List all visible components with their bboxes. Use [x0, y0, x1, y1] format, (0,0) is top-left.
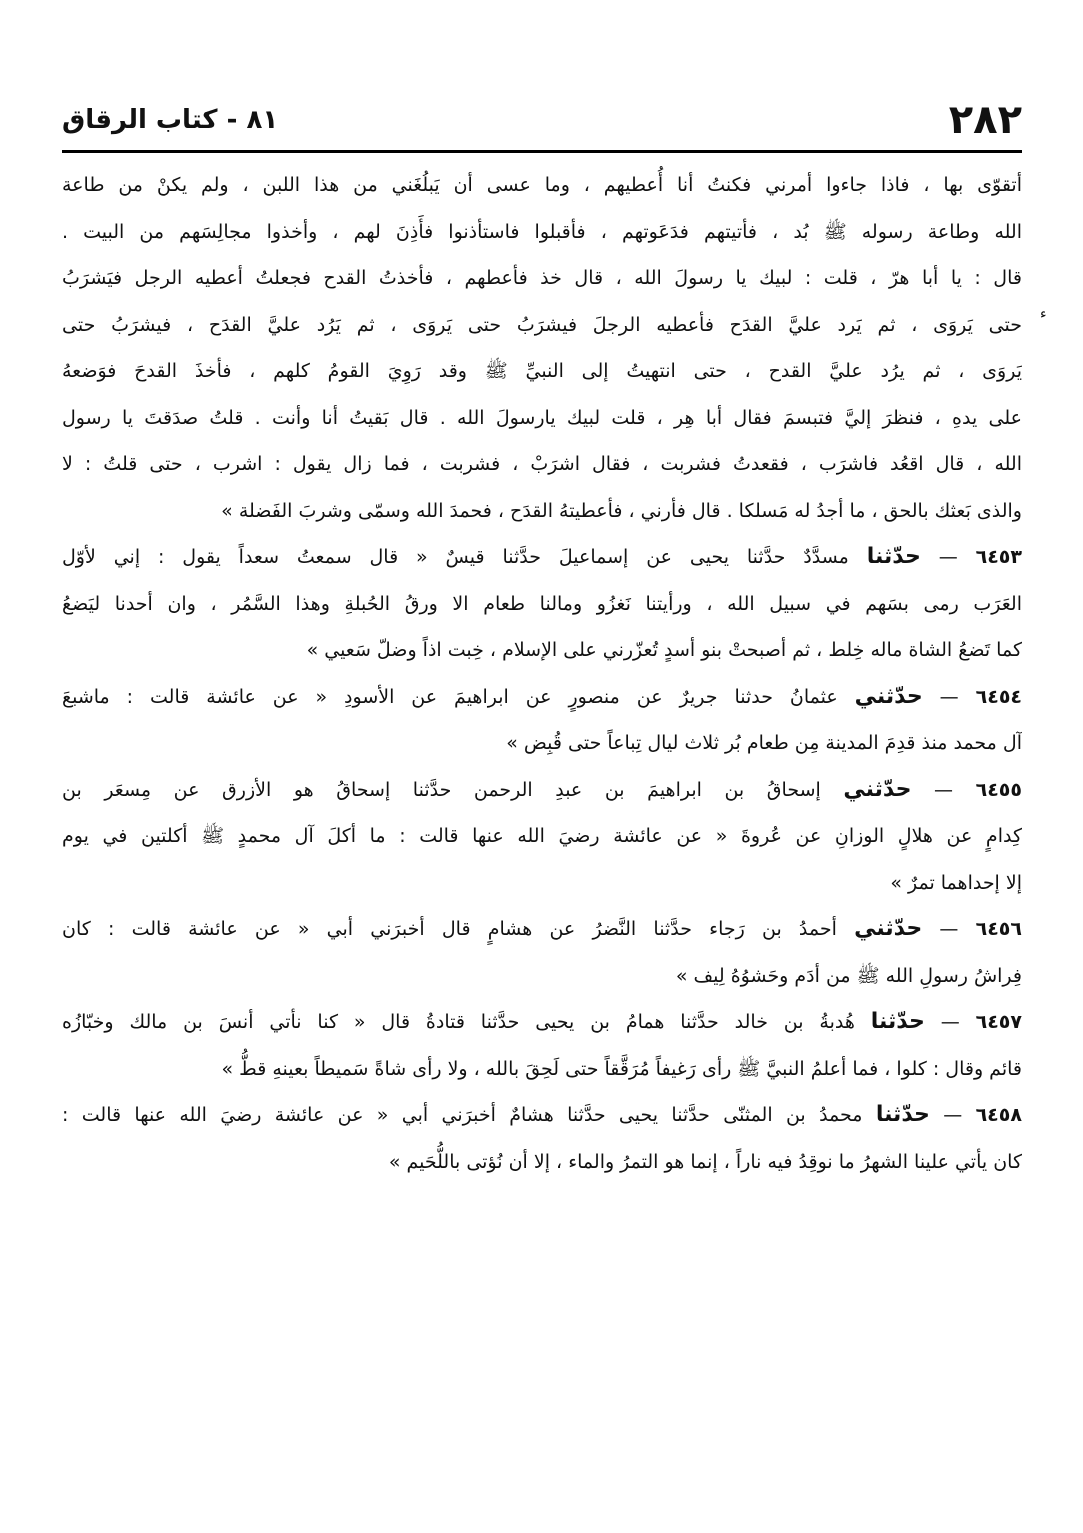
- chain-word: حدّثني: [843, 776, 912, 802]
- text-line: يَروَى ، ثم يرُد عليَّ القدح ، حتى انتهيتُ إلى النبيِّ ﷺ وقد رَوِيَ القومُ كلهم ، فأخذَ القدحَ فوَضعهُ: [62, 360, 1022, 382]
- chain-word: حدّثنا: [866, 544, 921, 569]
- text-line: عثمانُ حدثنا جريرٌ عن منصورٍ عن ابراهيمَ عن الأسودِ « عن عائشة قالت : ماشبعَ: [62, 685, 838, 708]
- hadith-number: ٦٤٥٤: [975, 685, 1022, 708]
- text-line: هُدبةُ بن خالد حدَّثنا همامُ بن يحيى حدَّثنا قتادةُ قال « كنا نأتي أنسَ بن مالك وخبّازُه: [62, 1011, 855, 1033]
- hadith-6458: ٦٤٥٨ — حدّثنا محمدُ بن المثنّى حدَّثنا يحيى حدَّثنا هشامٌ أخبرَني أبي « عن عائشة رضيَ الله عنها قالت : كان يأتي علينا الشهرُ ما نوقِدُ فيه ناراً ، إنما هو التمرُ والماء ، إلا أن نُؤتى باللُّحَيم »: [62, 1092, 1022, 1185]
- text-line: أتقوّى بها ، فاذا جاءوا أمرني فكنتُ أنا أُعطيهم ، وما عسى أن يَبلُغَني من هذا اللبن ، ولم يكنْ من طاعة: [62, 174, 1022, 196]
- hadith-number: ٦٤٥٨: [975, 1104, 1022, 1126]
- page-number: ٢٨٢: [948, 97, 1022, 143]
- hadith-number: ٦٤٥٣: [975, 546, 1022, 568]
- text-line: قال : يا أبا هرّ ، قلت : لبيك يا رسولَ الله ، قال خذ فأعطهم ، فأخذتُ القدح فجعلتُ أعطيه الرجل فيَشرَبُ: [62, 267, 1022, 289]
- text-line: الله وطاعة رسوله ﷺ بُد ، فأتيتهم فدَعَوتهم ، فأقبلوا فاستأذنوا فأَذِنَ لهم ، وأخذوا مجالِسَهم من البيت .: [62, 220, 1022, 243]
- text-line: آل محمد منذ قدِمَ المدينة مِن طعام بُر ثلاث ليال تِباعاً حتى قُبِض »: [506, 732, 1022, 754]
- chain-word: حدّثني: [854, 916, 923, 941]
- text-line: العَرَب رمى بسَهم في سبيل الله ، ورأيتنا نَغزُو ومالنا طعام الا ورقُ الحُبلةِ وهذا السَّمُر ، وان أحدنا ليَضعُ: [62, 592, 1022, 615]
- hadith-6453: ٦٤٥٣ — حدّثنا مسدَّدٌ حدَّثنا يحيى عن إسماعيلَ حدَّثنا قيسٌ « قال سمعتُ سعداً يقول : إني لأوّل العَرَب رمى بسَهم في سبيل الله ، ورأيتنا نَغزُو ومالنا طعام الا ورقُ الحُبلةِ وهذا السَّمُر ، وان أحدنا ليَضعُ كما تَضعُ الشاة ماله خِلط ، ثم أصبحتْ بنو أسدٍ تُعزّرني على الإسلام ، خِبت اذاً وضلّ سَعيي »: [62, 534, 1022, 674]
- text-line: قائم وقال : كلوا ، فما أعلمُ النبيَّ ﷺ رأى رَغيفاً مُرَقَّقاً حتى لَحِقَ بالله ، ولا رأى شاةً سَميطاً بعينهِ قطُّ »: [221, 1057, 1022, 1080]
- text-line: محمدُ بن المثنّى حدَّثنا يحيى حدَّثنا هشامٌ أخبرَني أبي « عن عائشة رضيَ الله عنها قالت :: [62, 1104, 863, 1126]
- text-line: على يدهِ ، فنظرَ إليَّ فتبسمَ فقال أبا هِر ، قلت لبيك يارسولَ الله . قال بَقيتُ أنا وأنت . قلتُ صدَقتَ يا رسول: [62, 406, 1022, 429]
- chain-word: حدّثنا: [870, 1009, 925, 1034]
- text-line: إسحاقُ بن ابراهيمَ بن عبدِ الرحمن حدَّثنا إسحاقُ هو الأزرق عن مِسعَر بن: [62, 778, 821, 801]
- text-line: كان يأتي علينا الشهرُ ما نوقِدُ فيه ناراً ، إنما هو التمرُ والماء ، إلا أن نُؤتى باللُّحَيم »: [388, 1150, 1022, 1173]
- hadith-6455: ٦٤٥٥ — حدّثني إسحاقُ بن ابراهيمَ بن عبدِ الرحمن حدَّثنا إسحاقُ هو الأزرق عن مِسعَر بن كِدامٍ عن هلالٍ الوزانِ عن عُروةَ « عن عائشة رضيَ الله عنها قالت : ما أكلَ آل محمدٍ ﷺ أكلتين في يوم إلا إحداهما تمرٌ »: [62, 767, 1022, 907]
- chain-word: حدّثني: [854, 683, 923, 709]
- chapter-title: ٨١ - كتاب الرقاق: [62, 105, 279, 135]
- page-body: [62, 162, 1022, 1185]
- paragraph-continuation: [62, 162, 1022, 534]
- text-line: كِدامٍ عن هلالٍ الوزانِ عن عُروةَ « عن عائشة رضيَ الله عنها قالت : ما أكلَ آل محمدٍ ﷺ أكلتين في يوم: [62, 825, 1022, 847]
- text-line: أحمدُ بن رَجاء حدَّثنا النَّضرُ عن هشامٍ قال أخبرَني أبي « عن عائشة قالت : كان: [62, 918, 837, 940]
- chain-word: حدّثنا: [875, 1102, 930, 1127]
- hadith-6454: ٦٤٥٤ — حدّثني عثمانُ حدثنا جريرٌ عن منصورٍ عن ابراهيمَ عن الأسودِ « عن عائشة قالت : ماشبعَ آل محمد منذ قدِمَ المدينة مِن طعام بُر ثلاث ليال تِباعاً حتى قُبِض »: [62, 674, 1022, 767]
- text-line: إلا إحداهما تمرٌ »: [890, 871, 1022, 894]
- header-rule: [62, 150, 1022, 153]
- hadith-number: ٦٤٥٦: [975, 918, 1022, 940]
- text-line: الله ، قال اقعُد فاشرَب ، فقعدتُ فشربت ، فقال اشرَبْ ، فشربت ، فما زال يقول : اشرب ، حتى قلتُ : لا: [62, 453, 1022, 475]
- margin-mark: ء: [1040, 306, 1047, 322]
- hadith-number: ٦٤٥٥: [975, 778, 1022, 801]
- hadith-6456: ٦٤٥٦ — حدّثني أحمدُ بن رَجاء حدَّثنا النَّضرُ عن هشامٍ قال أخبرَني أبي « عن عائشة قالت : كان فِراشُ رسولِ الله ﷺ من أدَم وحَشوُهُ لِيف »: [62, 906, 1022, 999]
- text-line: فِراشُ رسولِ الله ﷺ من أدَم وحَشوُهُ لِيف »: [675, 964, 1022, 987]
- page-header: [62, 95, 1022, 149]
- text-line: كما تَضعُ الشاة ماله خِلط ، ثم أصبحتْ بنو أسدٍ تُعزّرني على الإسلام ، خِبت اذاً وضلّ سَعيي »: [306, 639, 1022, 661]
- text-line: حتى يَروَى ، ثم يَرد عليَّ القدَح فأعطيه الرجلَ فيشرَبُ حتى يَروَى ، ثم يَرُد عليَّ القدَح ، فيشرَبُ حتى: [62, 313, 1022, 336]
- hadith-number: ٦٤٥٧: [975, 1011, 1022, 1033]
- text-line: مسدَّدٌ حدَّثنا يحيى عن إسماعيلَ حدَّثنا قيسٌ « قال سمعتُ سعداً يقول : إني لأوّل: [62, 546, 849, 568]
- hadith-6457: ٦٤٥٧ — حدّثنا هُدبةُ بن خالد حدَّثنا همامُ بن يحيى حدَّثنا قتادةُ قال « كنا نأتي أنسَ بن مالك وخبّازُه قائم وقال : كلوا ، فما أعلمُ النبيَّ ﷺ رأى رَغيفاً مُرَقَّقاً حتى لَحِقَ بالله ، ولا رأى شاةً سَميطاً بعينهِ قطُّ »: [62, 999, 1022, 1092]
- text-line: والذى بَعثك بالحق ، ما أجدُ له مَسلكا . قال فأرني ، فأعطيتهُ القدَح ، فحمدَ الله وسمّى وشربَ الفَضلة »: [221, 499, 1022, 522]
